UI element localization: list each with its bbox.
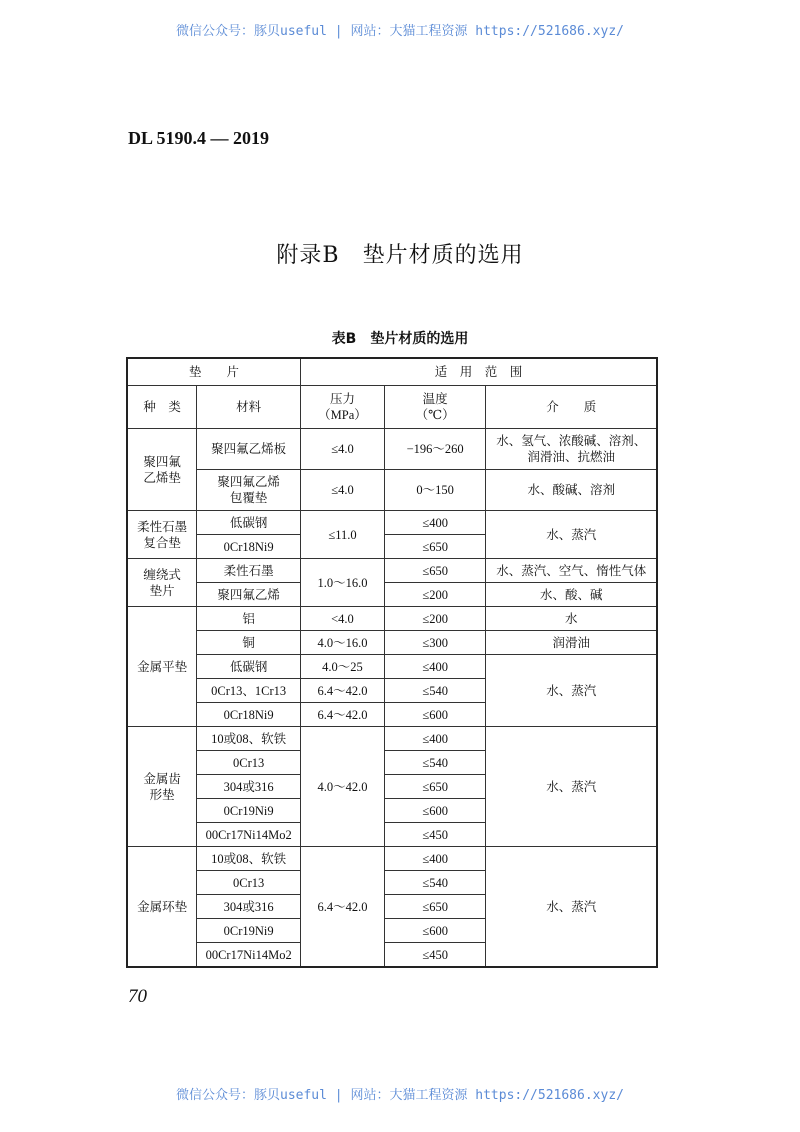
table-row bbox=[127, 470, 657, 511]
header-row bbox=[127, 358, 657, 386]
pressure-cell: ≤4.0 bbox=[301, 429, 385, 470]
material-cell: 304或316 bbox=[197, 895, 301, 919]
material-cell: 0Cr19Ni9 bbox=[197, 919, 301, 943]
temperature-cell: −196～260 bbox=[384, 429, 486, 470]
material-cell: 聚四氟乙烯板 bbox=[197, 429, 301, 470]
table-row bbox=[127, 429, 657, 470]
table-row bbox=[127, 583, 657, 607]
temperature-cell: ≤400 bbox=[384, 511, 486, 535]
temperature-cell: 0～150 bbox=[384, 470, 486, 511]
material-cell: 铝 bbox=[197, 607, 301, 631]
temperature-cell: ≤400 bbox=[384, 655, 486, 679]
temperature-cell: ≤200 bbox=[384, 583, 486, 607]
header-gasket: 垫 片 bbox=[127, 358, 301, 386]
material-cell: 柔性石墨 bbox=[197, 559, 301, 583]
pressure-cell: 6.4～42.0 bbox=[301, 679, 385, 703]
material-cell: 00Cr17Ni14Mo2 bbox=[197, 823, 301, 847]
pressure-cell: 4.0～42.0 bbox=[301, 727, 385, 847]
table-row bbox=[127, 631, 657, 655]
material-cell: 聚四氟乙烯 包覆垫 bbox=[197, 470, 301, 511]
pressure-cell: 4.0～16.0 bbox=[301, 631, 385, 655]
medium-cell: 水、蒸汽 bbox=[486, 511, 657, 559]
table-caption: 表B 垫片材质的选用 bbox=[331, 331, 469, 347]
pressure-cell: <4.0 bbox=[301, 607, 385, 631]
header-row bbox=[127, 386, 657, 429]
header-pressure: 压力 （MPa） bbox=[301, 386, 385, 429]
material-cell: 0Cr19Ni9 bbox=[197, 799, 301, 823]
medium-cell: 润滑油 bbox=[486, 631, 657, 655]
material-cell: 10或08、软铁 bbox=[197, 847, 301, 871]
temperature-cell: ≤300 bbox=[384, 631, 486, 655]
temperature-cell: ≤650 bbox=[384, 895, 486, 919]
medium-cell: 水、蒸汽、空气、惰性气体 bbox=[486, 559, 657, 583]
gasket-material-table bbox=[126, 357, 658, 968]
temperature-cell: ≤450 bbox=[384, 823, 486, 847]
header-type: 种 类 bbox=[127, 386, 197, 429]
temperature-cell: ≤200 bbox=[384, 607, 486, 631]
temperature-cell: ≤650 bbox=[384, 775, 486, 799]
material-cell: 304或316 bbox=[197, 775, 301, 799]
page-number: 70 bbox=[128, 986, 147, 1007]
material-cell: 0Cr13、1Cr13 bbox=[197, 679, 301, 703]
medium-cell: 水、氢气、浓酸碱、溶剂、 润滑油、抗燃油 bbox=[486, 429, 657, 470]
pressure-cell: 6.4～42.0 bbox=[301, 703, 385, 727]
temperature-cell: ≤650 bbox=[384, 559, 486, 583]
material-cell: 00Cr17Ni14Mo2 bbox=[197, 943, 301, 968]
medium-cell: 水、蒸汽 bbox=[486, 847, 657, 968]
pressure-cell: ≤4.0 bbox=[301, 470, 385, 511]
material-cell: 低碳钢 bbox=[197, 655, 301, 679]
type-cell: 金属齿 形垫 bbox=[127, 727, 197, 847]
table-row bbox=[127, 511, 657, 535]
temperature-cell: ≤540 bbox=[384, 751, 486, 775]
temperature-cell: ≤400 bbox=[384, 727, 486, 751]
watermark-bottom: 微信公众号：豚贝useful | 网站：大猫工程资源 https://521686.xyz/ bbox=[176, 1088, 624, 1103]
pressure-cell: ≤11.0 bbox=[301, 511, 385, 559]
temperature-cell: ≤600 bbox=[384, 799, 486, 823]
type-cell: 柔性石墨 复合垫 bbox=[127, 511, 197, 559]
table-row bbox=[127, 655, 657, 679]
material-cell: 聚四氟乙烯 bbox=[197, 583, 301, 607]
header-scope: 适 用 范 围 bbox=[301, 358, 657, 386]
type-cell: 缠绕式 垫片 bbox=[127, 559, 197, 607]
medium-cell: 水、酸、碱 bbox=[486, 583, 657, 607]
header-medium: 介 质 bbox=[486, 386, 657, 429]
medium-cell: 水、酸碱、溶剂 bbox=[486, 470, 657, 511]
temperature-cell: ≤450 bbox=[384, 943, 486, 968]
type-cell: 聚四氟 乙烯垫 bbox=[127, 429, 197, 511]
material-cell: 0Cr18Ni9 bbox=[197, 535, 301, 559]
standard-number: DL 5190.4 — 2019 bbox=[128, 128, 270, 148]
temperature-cell: ≤540 bbox=[384, 679, 486, 703]
appendix-title: 附录B 垫片材质的选用 bbox=[276, 243, 524, 268]
table-row bbox=[127, 727, 657, 751]
pressure-cell: 6.4～42.0 bbox=[301, 847, 385, 968]
medium-cell: 水 bbox=[486, 607, 657, 631]
material-cell: 低碳钢 bbox=[197, 511, 301, 535]
temperature-cell: ≤650 bbox=[384, 535, 486, 559]
watermark-top: 微信公众号：豚贝useful | 网站：大猫工程资源 https://521686.xyz/ bbox=[176, 24, 624, 39]
header-temperature: 温度 （℃） bbox=[384, 386, 486, 429]
type-cell: 金属环垫 bbox=[127, 847, 197, 968]
pressure-cell: 4.0～25 bbox=[301, 655, 385, 679]
material-cell: 0Cr18Ni9 bbox=[197, 703, 301, 727]
type-cell: 金属平垫 bbox=[127, 607, 197, 727]
material-cell: 0Cr13 bbox=[197, 871, 301, 895]
header-material: 材料 bbox=[197, 386, 301, 429]
temperature-cell: ≤400 bbox=[384, 847, 486, 871]
material-cell: 0Cr13 bbox=[197, 751, 301, 775]
material-cell: 铜 bbox=[197, 631, 301, 655]
table-row bbox=[127, 559, 657, 583]
table-row bbox=[127, 607, 657, 631]
medium-cell: 水、蒸汽 bbox=[486, 655, 657, 727]
temperature-cell: ≤540 bbox=[384, 871, 486, 895]
pressure-cell: 1.0～16.0 bbox=[301, 559, 385, 607]
table-row bbox=[127, 847, 657, 871]
medium-cell: 水、蒸汽 bbox=[486, 727, 657, 847]
temperature-cell: ≤600 bbox=[384, 919, 486, 943]
temperature-cell: ≤600 bbox=[384, 703, 486, 727]
material-cell: 10或08、软铁 bbox=[197, 727, 301, 751]
